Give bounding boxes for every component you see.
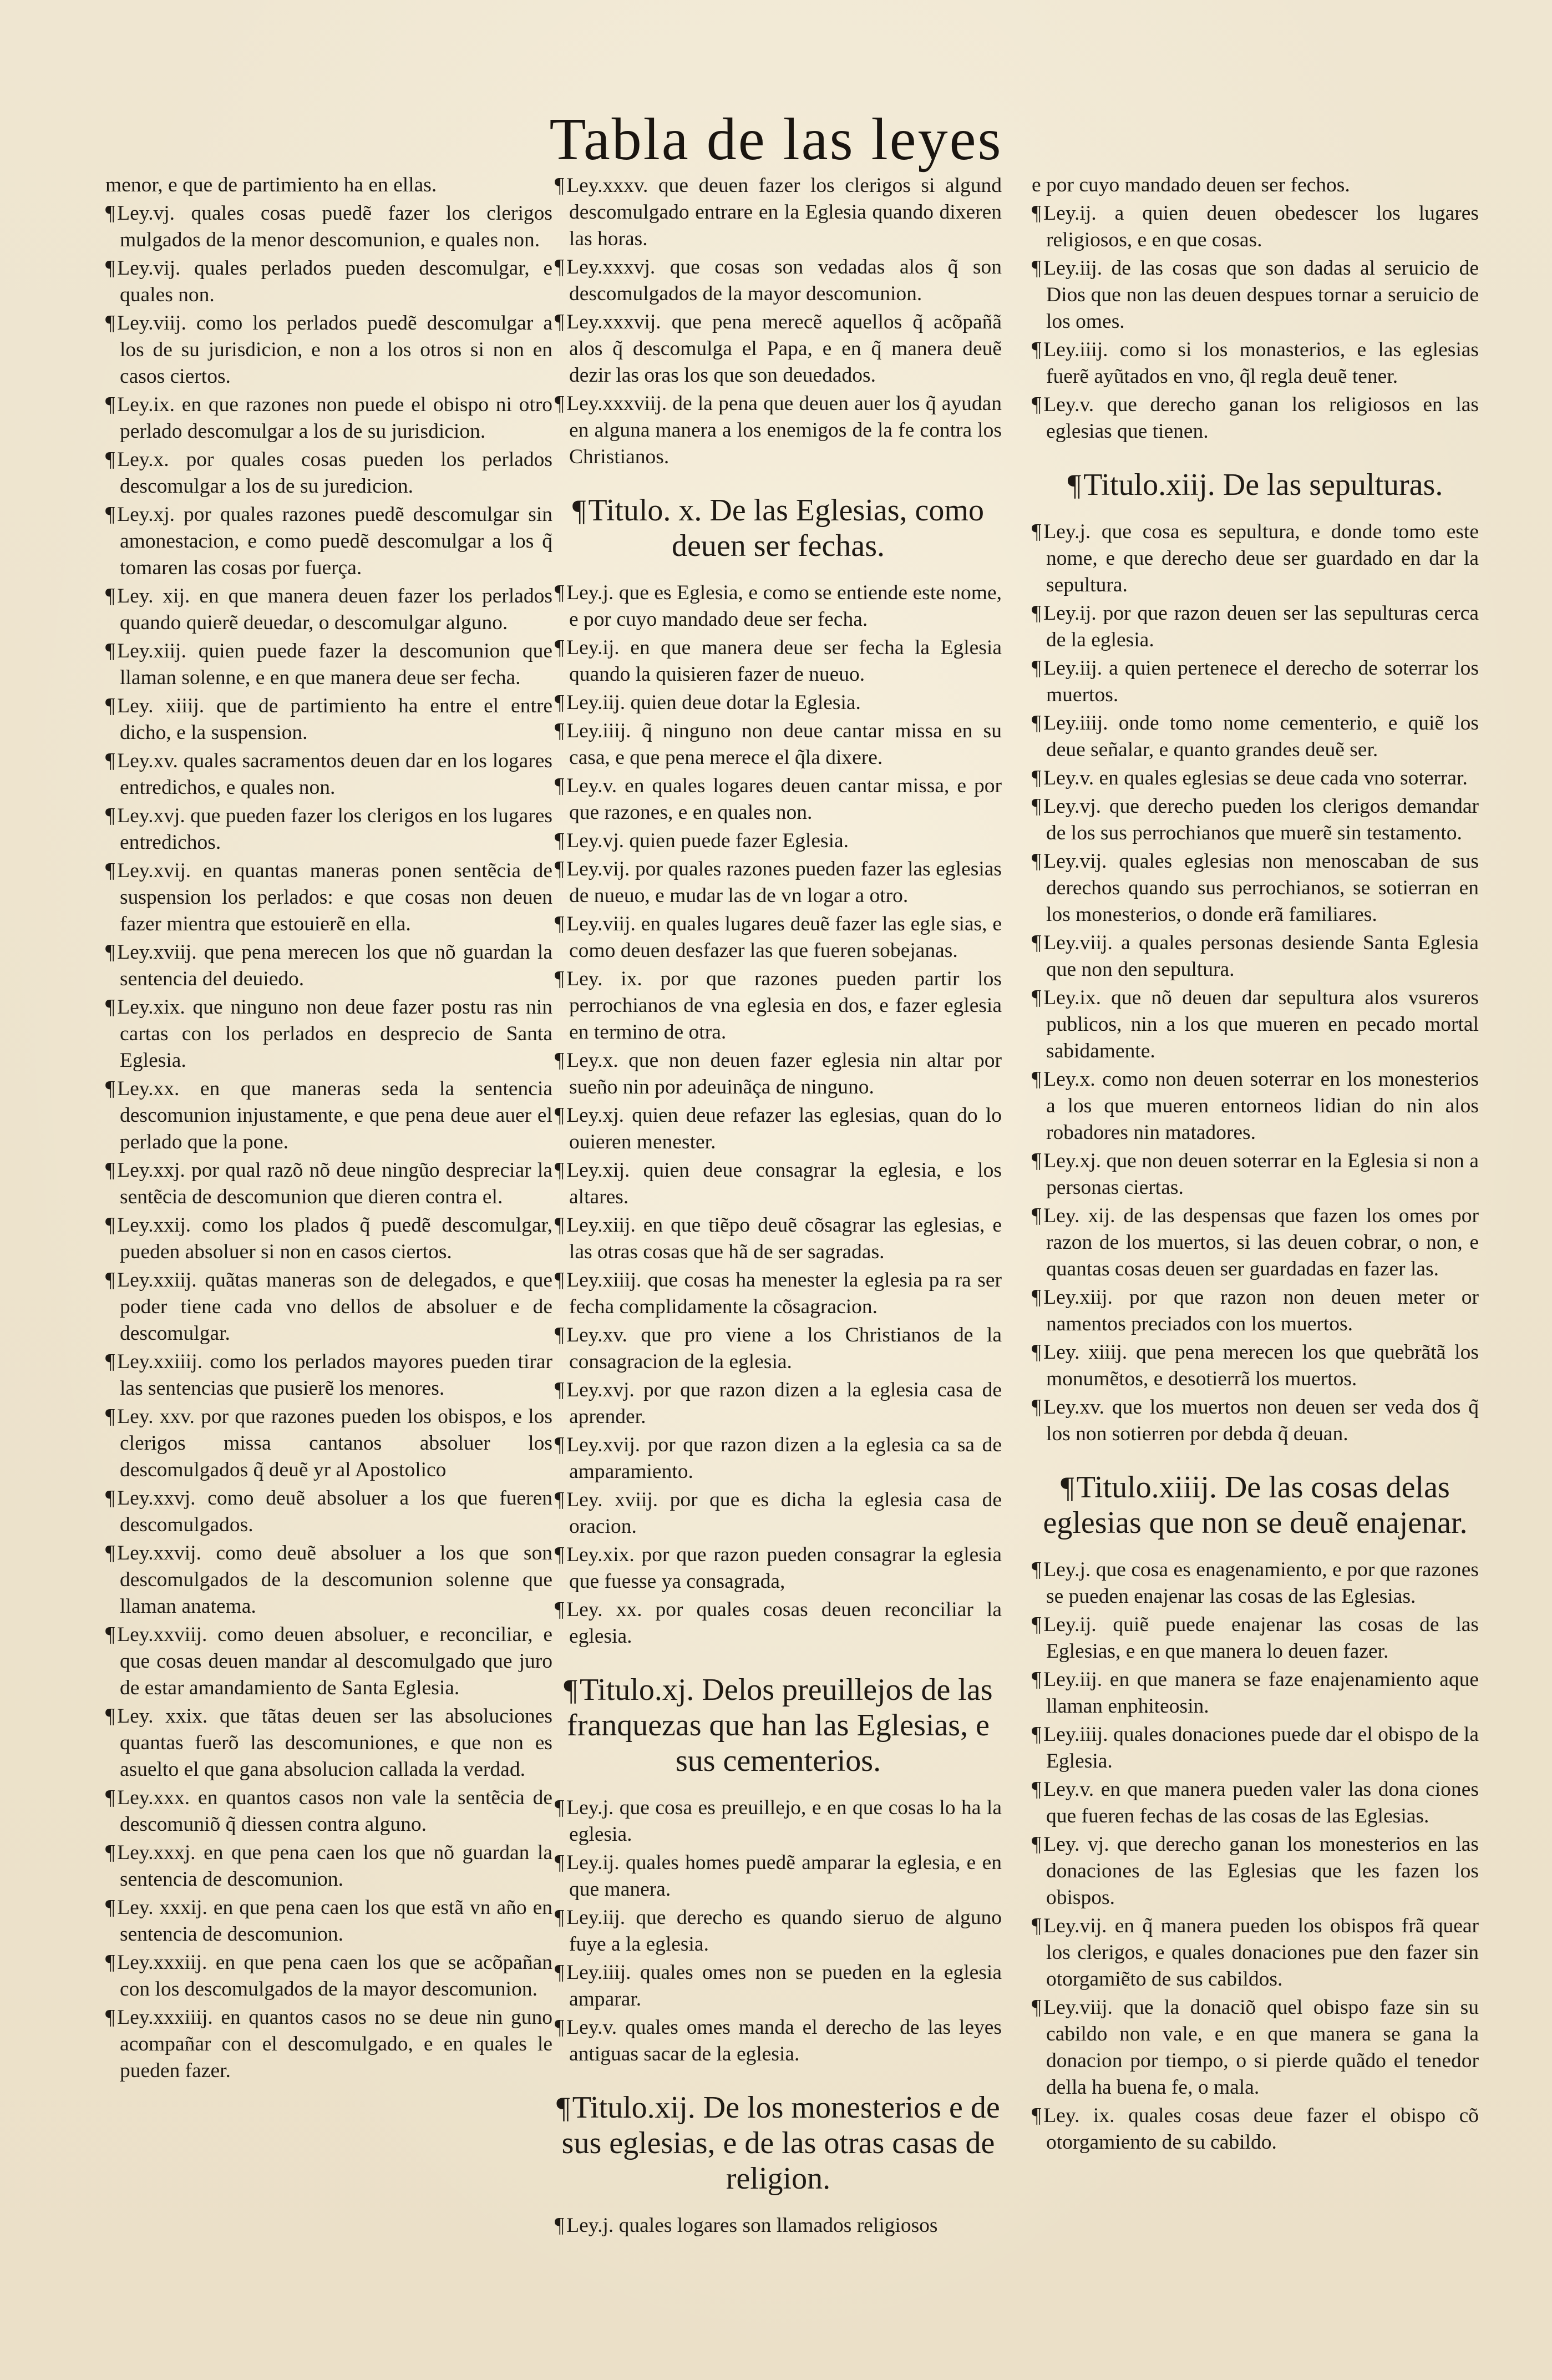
entry-text: Ley.vij. quales perlados pueden descomulgar, e quales non.	[117, 257, 552, 306]
pilcrow-icon: ¶	[1032, 201, 1042, 225]
pilcrow-icon: ¶	[1032, 1067, 1042, 1091]
pilcrow-icon: ¶	[1032, 1778, 1042, 1801]
pilcrow-icon: ¶	[1032, 766, 1042, 789]
law-entry	[1032, 600, 1479, 654]
entry-text: Ley.x. por quales cosas pueden los perlados descomulgar a los de su juredicion.	[117, 448, 552, 498]
pilcrow-icon: ¶	[105, 1213, 115, 1237]
entry-text: Ley.v. en que manera pueden valer las dona ciones que fueren fechas de las cosas de las Eglesias.	[1043, 1778, 1479, 1827]
pilcrow-icon: ¶	[555, 1268, 565, 1292]
entry-text: Ley.vij. por quales razones pueden fazer las eglesias de nueuo, e mudar las de vn logar a otro.	[566, 858, 1002, 907]
entry-text: Ley.xv. que pro viene a los Christianos de la consagracion de la eglesia.	[566, 1324, 1002, 1373]
pilcrow-icon: ¶	[1032, 601, 1042, 625]
law-entry	[555, 2212, 1002, 2239]
law-entry	[105, 1949, 552, 2003]
law-entry	[555, 308, 1002, 389]
law-entry	[555, 579, 1002, 633]
law-entry	[105, 1157, 552, 1211]
pilcrow-icon: ¶	[555, 691, 565, 714]
pilcrow-icon: ¶	[1032, 1340, 1042, 1364]
law-entry	[1032, 1147, 1479, 1201]
law-entry	[1032, 1066, 1479, 1146]
law-entry	[555, 1267, 1002, 1320]
pilcrow-icon: ¶	[555, 1543, 565, 1566]
law-entry	[1032, 1556, 1479, 1610]
entry-text: Ley.xxvj. como deuẽ absoluer a los que fueren descomulgados.	[117, 1487, 552, 1536]
law-entry	[105, 255, 552, 308]
entry-text: Ley.viij. en quales lugares deuẽ fazer las egle sias, e como deuen desfazer las que fueren sobejanas.	[566, 913, 1002, 962]
entry-text: Ley.ix. que nõ deuen dar sepultura alos vsureros publicos, nin a los que mueren en pecado mortal sabidamente.	[1043, 986, 1479, 1062]
pilcrow-icon: ¶	[1032, 711, 1042, 735]
entry-text: e por cuyo mandado deuen ser fechos.	[1032, 174, 1350, 196]
pilcrow-icon: ¶	[555, 1433, 565, 1456]
law-entry	[1032, 848, 1479, 928]
pilcrow-icon: ¶	[1032, 656, 1042, 680]
pilcrow-icon: ¶	[555, 1961, 565, 1984]
entry-text: Ley.xxj. por qual razõ nõ deue ningũo despreciar la sentẽcia de descomunion que dieren contra el.	[117, 1159, 552, 1208]
law-entry	[1032, 1611, 1479, 1665]
pilcrow-icon: ¶	[555, 1158, 565, 1182]
pilcrow-icon: ¶	[105, 1158, 115, 1182]
pilcrow-icon: ¶	[105, 311, 115, 335]
entry-text: Ley.xix. que ninguno non deue fazer postu ras nin cartas con los perlados en desprecio de Santa Eglesia.	[117, 996, 552, 1072]
pilcrow-icon: ¶	[555, 581, 565, 604]
pilcrow-icon: ¶	[105, 1951, 115, 1974]
pilcrow-icon: ¶	[105, 804, 115, 827]
entry-text: Ley.xxiiij. como los perlados mayores pueden tirar las sentencias que pusierẽ los menores.	[117, 1350, 552, 1400]
pilcrow-icon: ¶	[105, 503, 115, 526]
entry-text: Ley.j. que cosa es enagenamiento, e por que razones se pueden enajenar las cosas de las Eglesias.	[1043, 1558, 1479, 1608]
law-entry	[105, 857, 552, 938]
pilcrow-icon: ¶	[555, 1796, 565, 1819]
law-entry	[555, 717, 1002, 771]
pilcrow-icon: ¶	[1032, 849, 1042, 873]
law-entry	[555, 1431, 1002, 1485]
pilcrow-icon: ¶	[555, 719, 565, 742]
section-heading	[1032, 1470, 1479, 1541]
law-entry	[1032, 1776, 1479, 1830]
law-entry	[105, 1540, 552, 1620]
law-entry	[105, 1348, 552, 1402]
law-entry	[1032, 1339, 1479, 1392]
law-entry	[555, 2014, 1002, 2068]
entry-text: Ley.ij. por que razon deuen ser las sepulturas cerca de la eglesia.	[1043, 602, 1479, 651]
pilcrow-icon: ¶	[105, 749, 115, 772]
law-entry	[1032, 1284, 1479, 1338]
pilcrow-icon: ¶	[105, 584, 115, 607]
entry-text: Ley. xxv. por que razones pueden los obispos, e los clerigos missa cantanos absoluer los descomulgados q̃ deuẽ yr al Apostolico	[117, 1405, 552, 1481]
pilcrow-icon: ¶	[555, 310, 565, 333]
law-entry	[1032, 710, 1479, 763]
law-entry	[105, 1894, 552, 1948]
pilcrow-icon: ¶	[105, 201, 115, 225]
pilcrow-icon: ¶	[1061, 1471, 1074, 1504]
section-heading	[555, 2090, 1002, 2196]
entry-text: Ley.xxx. en quantos casos non vale la sentẽcia de descomuniõ q̃ diessen contra alguno.	[117, 1786, 552, 1836]
heading-text: Titulo.xij. De los monesterios e de sus eglesias, e de las otras casas de religion.	[561, 2090, 1000, 2196]
entry-text: Ley.j. que cosa es sepultura, e donde tomo este nome, e que derecho deue ser guardado en dar la sepultura.	[1043, 520, 1479, 596]
law-entry	[1032, 1831, 1479, 1911]
entry-text: Ley.xj. por quales razones puedẽ descomulgar sin amonestacion, e como puedẽ descomulgar a los q̃ tomaren las cosas por fuerça.	[117, 503, 552, 579]
pilcrow-icon: ¶	[1067, 468, 1082, 502]
entry-text: Ley. vj. que derecho ganan los monesterios en las donaciones de las Eglesias que les fazen los obispos.	[1043, 1833, 1479, 1909]
pilcrow-icon: ¶	[555, 829, 565, 852]
law-entry	[555, 1047, 1002, 1101]
pilcrow-icon: ¶	[1032, 1723, 1042, 1746]
pilcrow-icon: ¶	[1032, 1149, 1042, 1172]
pilcrow-icon: ¶	[105, 859, 115, 882]
entry-text: Ley.xiiij. que cosas ha menester la eglesia pa ra ser fecha complidamente la cõsagracion.	[566, 1269, 1002, 1318]
pilcrow-icon: ¶	[555, 1378, 565, 1401]
law-entry	[105, 802, 552, 856]
pilcrow-icon: ¶	[555, 967, 565, 990]
pilcrow-icon: ¶	[555, 1049, 565, 1072]
law-entry	[105, 1485, 552, 1538]
entry-text: Ley.ij. a quien deuen obedescer los lugares religiosos, e en que cosas.	[1043, 202, 1479, 251]
pilcrow-icon: ¶	[555, 912, 565, 935]
heading-text: Titulo. x. De las Eglesias, como deuen ser fechas.	[588, 493, 984, 563]
entry-text: Ley.iiij. quales omes non se pueden en la eglesia amparar.	[566, 1961, 1002, 2011]
pilcrow-icon: ¶	[105, 2006, 115, 2029]
pilcrow-icon: ¶	[1032, 1914, 1042, 1937]
pilcrow-icon: ¶	[555, 2214, 565, 2237]
law-entry	[1032, 1994, 1479, 2101]
law-entry	[555, 634, 1002, 688]
law-entry	[105, 1839, 552, 1893]
entry-text: Ley. xxxij. en que pena caen los que estã vn año en sentencia de descomunion.	[117, 1896, 552, 1946]
entry-text: Ley.iij. que derecho es quando sieruo de alguno fuye a la eglesia.	[566, 1906, 1002, 1956]
pilcrow-icon: ¶	[105, 1405, 115, 1428]
entry-text: Ley. xxix. que tãtas deuen ser las absoluciones quantas fuerõ las descomuniones, e que non es asuelto el que gana absolucion callada la verdad.	[117, 1705, 552, 1781]
law-entry	[105, 692, 552, 746]
law-entry	[105, 583, 552, 636]
heading-text: Titulo.xiiij. De las cosas delas eglesias que non se deuẽ enajenar.	[1043, 1470, 1468, 1540]
section-heading	[555, 1672, 1002, 1779]
entry-text: Ley.j. que cosa es preuillejo, e en que cosas lo ha la eglesia.	[566, 1796, 1002, 1846]
pilcrow-icon: ¶	[555, 636, 565, 659]
entry-text: Ley.xxxv. que deuen fazer los clerigos si algund descomulgado entrare en la Eglesia quando dixeren las horas.	[566, 174, 1002, 250]
law-entry	[105, 1403, 552, 1483]
pilcrow-icon: ¶	[105, 393, 115, 416]
entry-text: Ley.xiij. quien puede fazer la descomunion que llaman solenne, e en que manera deue ser fecha.	[117, 640, 552, 689]
entry-text: Ley.xx. en que maneras seda la sentencia descomunion injustamente, e que pena deue auer el perlado que la pone.	[117, 1077, 552, 1153]
pilcrow-icon: ¶	[555, 1598, 565, 1621]
law-entry	[555, 1959, 1002, 2013]
entry-text: Ley. xiiij. que de partimiento ha entre el entre dicho, e la suspension.	[117, 695, 552, 744]
pilcrow-icon: ¶	[1032, 1613, 1042, 1636]
entry-text: Ley.x. como non deuen soterrar en los monesterios a los que mueren entorneos lidian do nin alos robadores nin matadores.	[1043, 1068, 1479, 1144]
law-entry	[1032, 793, 1479, 847]
law-entry	[555, 827, 1002, 854]
law-entry	[555, 1904, 1002, 1958]
entry-text: Ley. ix. por que razones pueden partir los perrochianos de vna eglesia en dos, e fazer eglesia en termino de otra.	[566, 968, 1002, 1044]
entry-text: Ley.xij. quien deue consagrar la eglesia, e los altares.	[566, 1159, 1002, 1208]
law-entry	[105, 994, 552, 1074]
entry-text: Ley.iiij. q̃ ninguno non deue cantar missa en su casa, e que pena merece el q̃la dixere.	[566, 720, 1002, 769]
heading-text: Titulo.xiij. De las sepulturas.	[1083, 468, 1443, 502]
pilcrow-icon: ¶	[555, 392, 565, 415]
entry-text: Ley. xx. por quales cosas deuen reconciliar la eglesia.	[566, 1598, 1002, 1648]
entry-text: Ley.iij. a quien pertenece el derecho de soterrar los muertos.	[1043, 657, 1479, 706]
law-entry	[555, 1794, 1002, 1848]
entry-text: Ley.xv. quales sacramentos deuen dar en los logares entredichos, e quales non.	[117, 750, 552, 799]
pilcrow-icon: ¶	[555, 1488, 565, 1511]
pilcrow-icon: ¶	[564, 1673, 577, 1706]
pilcrow-icon: ¶	[1032, 338, 1042, 361]
law-entry	[555, 965, 1002, 1046]
law-entry	[105, 747, 552, 801]
pilcrow-icon: ¶	[105, 1704, 115, 1728]
pilcrow-icon: ¶	[105, 1541, 115, 1564]
entry-text: Ley.xvij. en quantas maneras ponen sentẽcia de suspension los perlados: e que cosas non deuen fazer mientra que estouierẽ en ella.	[117, 859, 552, 935]
entry-text: Ley.xv. que los muertos non deuen ser veda dos q̃ los non sotierren por debda q̃ deuan.	[1043, 1396, 1479, 1445]
law-entry	[1032, 929, 1479, 983]
entry-text: Ley.vj. que derecho pueden los clerigos demandar de los sus perrochianos que muerẽ sin testamento.	[1043, 795, 1479, 844]
heading-text: Titulo.xj. Delos preuillejos de las franquezas que han las Eglesias, e sus cementerios.	[567, 1673, 993, 1778]
entry-text: Ley.xvj. por que razon dizen a la eglesia casa de aprender.	[566, 1379, 1002, 1428]
entry-text: Ley.xj. quien deue refazer las eglesias, quan do lo ouieren menester.	[566, 1104, 1002, 1153]
pilcrow-icon: ¶	[1032, 794, 1042, 818]
law-entry	[105, 939, 552, 992]
section-heading	[1032, 467, 1479, 503]
law-entry	[555, 1321, 1002, 1375]
pilcrow-icon: ¶	[555, 174, 565, 197]
law-entry	[555, 772, 1002, 826]
entry-text: Ley. ix. quales cosas deue fazer el obispo cõ otorgamiento de su cabildo.	[1043, 2104, 1479, 2154]
law-entry	[1032, 1394, 1479, 1447]
pilcrow-icon: ¶	[555, 1906, 565, 1929]
entry-text: Ley.xviij. que pena merecen los que nõ guardan la sentencia del deuiedo.	[117, 941, 552, 990]
law-entry	[105, 1784, 552, 1838]
law-entry	[555, 1376, 1002, 1430]
law-entry	[105, 637, 552, 691]
entry-text: Ley.iiij. quales donaciones puede dar el obispo de la Eglesia.	[1043, 1723, 1479, 1773]
law-entry	[555, 1212, 1002, 1265]
pilcrow-icon: ¶	[555, 774, 565, 797]
entry-text: Ley.xj. que non deuen soterrar en la Eglesia si non a personas ciertas.	[1043, 1150, 1479, 1199]
entry-text: Ley.v. en quales eglesias se deue cada vno soterrar.	[1043, 767, 1468, 789]
entry-text: Ley.j. quales logares son llamados religiosos	[566, 2214, 938, 2237]
entry-text: menor, e que de partimiento ha en ellas.	[105, 174, 437, 196]
law-entry	[105, 200, 552, 254]
entry-text: Ley.xxiij. quãtas maneras son de delegados, e que poder tiene cada vno dellos de absoluer e de descomulgar.	[117, 1269, 552, 1345]
entry-text: Ley. xviij. por que es dicha la eglesia casa de oracion.	[566, 1488, 1002, 1538]
law-entry	[105, 310, 552, 390]
entry-text: Ley.v. que derecho ganan los religiosos en las eglesias que tienen.	[1043, 393, 1479, 443]
pilcrow-icon: ¶	[572, 494, 586, 527]
pilcrow-icon: ¶	[105, 940, 115, 964]
law-entry	[1032, 391, 1479, 445]
law-entry	[105, 391, 552, 445]
entry-text: Ley.xvj. que pueden fazer los clerigos en los lugares entredichos.	[117, 804, 552, 854]
pilcrow-icon: ¶	[105, 995, 115, 1019]
pilcrow-icon: ¶	[1032, 986, 1042, 1009]
entry-text: Ley.iij. en que manera se faze enajenamiento aque llaman enphiteosin.	[1043, 1668, 1479, 1718]
law-entry	[1032, 1202, 1479, 1283]
entry-text: Ley.iij. quien deue dotar la Eglesia.	[566, 691, 861, 714]
law-entry	[1032, 764, 1479, 792]
pilcrow-icon: ¶	[556, 2091, 570, 2124]
law-entry	[1032, 518, 1479, 599]
entry-text: Ley.ij. quiẽ puede enajenar las cosas de las Eglesias, e en que manera lo deuen fazer.	[1043, 1613, 1479, 1663]
law-entry	[105, 446, 552, 500]
page-title: Tabla de las leyes	[549, 107, 1003, 173]
entry-text: Ley.iiij. como si los monasterios, e las eglesias fuerẽ ayũtados en vno, q̃l regla deuẽ tener.	[1043, 338, 1479, 388]
entry-text: Ley.xxxviij. de la pena que deuen auer los q̃ ayudan en alguna manera a los enemigos de la fe contra los Christianos.	[566, 392, 1002, 468]
law-entry	[1032, 336, 1479, 390]
law-entry	[555, 910, 1002, 964]
entry-text: Ley. xiiij. que pena merecen los que quebrãtã los monumẽtos, e desotierrã los muertos.	[1043, 1341, 1479, 1390]
pilcrow-icon: ¶	[1032, 1285, 1042, 1309]
pilcrow-icon: ¶	[555, 1323, 565, 1346]
pilcrow-icon: ¶	[105, 1268, 115, 1292]
entry-text: Ley. xij. de las despensas que fazen los omes por razon de los muertos, si las deuen cobrar, o non, e quantas cosas deuen ser guardadas en fazer las.	[1043, 1204, 1479, 1280]
entry-text: Ley.xiij. en que tiẽpo deuẽ cõsagrar las eglesias, e las otras cosas que hã de ser sagradas.	[566, 1214, 1002, 1263]
law-entry	[1032, 984, 1479, 1065]
law-entry	[555, 254, 1002, 307]
entry-text: Ley.iij. de las cosas que son dadas al seruicio de Dios que non las deuen despues tornar a seruicio de los omes.	[1043, 257, 1479, 333]
pilcrow-icon: ¶	[1032, 1832, 1042, 1856]
column-middle	[555, 172, 1002, 2358]
law-entry	[555, 1596, 1002, 1650]
law-entry	[105, 1703, 552, 1783]
entry-text: Ley.xvij. por que razon dizen a la eglesia ca sa de amparamiento.	[566, 1434, 1002, 1483]
entry-text: Ley.xiij. por que razon non deuen meter or namentos preciados con los muertos.	[1043, 1286, 1479, 1335]
entry-text: Ley.viij. que la donaciõ quel obispo faze sin su cabildo non vale, e en que manera se gana la donacion por tiempo, o si pierde quãdo el tenedor della ha buena fe, o mala.	[1043, 1996, 1479, 2099]
pilcrow-icon: ¶	[555, 1851, 565, 1874]
pilcrow-icon: ¶	[105, 1786, 115, 1809]
law-entry	[555, 1486, 1002, 1540]
entry-text: Ley.v. en quales logares deuen cantar missa, e por que razones, e en quales non.	[566, 774, 1002, 824]
section-heading	[555, 493, 1002, 564]
entry-text: Ley.ix. en que razones non puede el obispo ni otro perlado descomulgar a los de su jurisdicion.	[117, 393, 552, 443]
entry-text: Ley.xxviij. como deuen absoluer, e reconciliar, e que cosas deuen mandar al descomulgado que juro de estar amandamiento de Santa Eglesia.	[117, 1623, 552, 1699]
law-entry	[1032, 255, 1479, 335]
entry-text: Ley.xxvij. como deuẽ absoluer a los que son descomulgados de la descomunion solenne que llaman anatema.	[117, 1542, 552, 1618]
entry-text: Ley.iiij. onde tomo nome cementerio, e quiẽ los deue señalar, e quanto grandes deuẽ ser.	[1043, 712, 1479, 761]
pilcrow-icon: ¶	[555, 1103, 565, 1127]
entry-text: Ley.vj. quien puede fazer Eglesia.	[566, 829, 849, 852]
entry-text: Ley.ij. quales homes puedẽ amparar la eglesia, e en que manera.	[566, 1851, 1002, 1901]
entry-text: Ley.ij. en que manera deue ser fecha la Eglesia quando la quisieren fazer de nueuo.	[566, 636, 1002, 686]
law-entry	[555, 172, 1002, 252]
law-entry	[1032, 172, 1479, 199]
pilcrow-icon: ¶	[555, 857, 565, 880]
pilcrow-icon: ¶	[1032, 931, 1042, 954]
law-entry	[1032, 1912, 1479, 1993]
entry-text: Ley.xxxiij. en que pena caen los que se acõpañan con los descomulgados de la mayor descomunion.	[117, 1951, 552, 2001]
law-entry	[555, 855, 1002, 909]
pilcrow-icon: ¶	[1032, 393, 1042, 416]
pilcrow-icon: ¶	[1032, 1204, 1042, 1227]
pilcrow-icon: ¶	[1032, 256, 1042, 280]
column-left	[105, 172, 552, 2358]
pilcrow-icon: ¶	[105, 694, 115, 717]
entry-text: Ley.xxij. como los plados q̃ puedẽ descomulgar, pueden absoluer si non en casos ciertos.	[117, 1214, 552, 1263]
pilcrow-icon: ¶	[105, 256, 115, 280]
entry-text: Ley.vij. en q̃ manera pueden los obispos frã quear los clerigos, e quales donaciones pue den fazer sin otorgamiẽto de sus cabildos.	[1043, 1915, 1479, 1991]
pilcrow-icon: ¶	[105, 1350, 115, 1373]
pilcrow-icon: ¶	[555, 1213, 565, 1237]
law-entry	[105, 1075, 552, 1156]
law-entry	[1032, 200, 1479, 254]
pilcrow-icon: ¶	[105, 1896, 115, 1919]
law-entry	[105, 2004, 552, 2084]
law-entry	[555, 390, 1002, 470]
law-entry	[105, 172, 552, 199]
pilcrow-icon: ¶	[555, 2016, 565, 2039]
entry-text: Ley.xix. por que razon pueden consagrar la eglesia que fuesse ya consagrada,	[566, 1543, 1002, 1593]
pilcrow-icon: ¶	[105, 639, 115, 662]
law-entry	[555, 1157, 1002, 1211]
entry-text: Ley.xxxj. en que pena caen los que nõ guardan la sentencia de descomunion.	[117, 1841, 552, 1891]
law-entry	[105, 1621, 552, 1702]
entry-text: Ley.viij. como los perlados puedẽ descomulgar a los de su jurisdicion, e non a los otros si non en casos ciertos.	[117, 312, 552, 388]
pilcrow-icon: ¶	[555, 255, 565, 278]
law-entry	[105, 1212, 552, 1265]
pilcrow-icon: ¶	[105, 1486, 115, 1510]
pilcrow-icon: ¶	[1032, 1996, 1042, 2019]
pilcrow-icon: ¶	[105, 1623, 115, 1646]
pilcrow-icon: ¶	[1032, 520, 1042, 543]
law-entry	[555, 1102, 1002, 1156]
law-entry	[1032, 2102, 1479, 2156]
pilcrow-icon: ¶	[105, 1077, 115, 1100]
entry-text: Ley.x. que non deuen fazer eglesia nin altar por sueño nin por adeuinãça de ninguno.	[566, 1049, 1002, 1098]
pilcrow-icon: ¶	[1032, 1668, 1042, 1691]
entry-text: Ley.j. que es Eglesia, e como se entiende este nome, e por cuyo mandado deue ser fecha.	[566, 581, 1002, 631]
entry-text: Ley.v. quales omes manda el derecho de las leyes antiguas sacar de la eglesia.	[566, 2016, 1002, 2065]
pilcrow-icon: ¶	[1032, 2104, 1042, 2127]
entry-text: Ley.xxxiiij. en quantos casos no se deue nin guno acompañar con el descomulgado, e en quales le pueden fazer.	[117, 2006, 552, 2082]
law-entry	[1032, 1721, 1479, 1775]
law-entry	[555, 689, 1002, 716]
entry-text: Ley.vj. quales cosas puedẽ fazer los clerigos mulgados de la menor descomunion, e quales non.	[117, 202, 552, 251]
law-entry	[1032, 655, 1479, 708]
law-entry	[1032, 1666, 1479, 1720]
pilcrow-icon: ¶	[1032, 1395, 1042, 1419]
pilcrow-icon: ¶	[105, 1841, 115, 1864]
law-entry	[555, 1541, 1002, 1595]
pilcrow-icon: ¶	[105, 448, 115, 471]
entry-text: Ley.viij. a quales personas desiende Santa Eglesia que non den sepultura.	[1043, 931, 1479, 981]
entry-text: Ley.vij. quales eglesias non menoscaban de sus derechos quando sus perrochianos, se sotierran en los monesterios, o donde erã familiares.	[1043, 850, 1479, 926]
entry-text: Ley. xij. en que manera deuen fazer los perlados quando quierẽ deuedar, o descomulgar alguno.	[117, 585, 552, 634]
law-entry	[105, 501, 552, 581]
entry-text: Ley.xxxvij. que pena merecẽ aquellos q̃ acõpañã alos q̃ descomulga el Papa, e en q̃ manera deuẽ dezir las oras los que son deuedados.	[566, 311, 1002, 387]
column-right	[1032, 172, 1479, 2358]
pilcrow-icon: ¶	[1032, 1558, 1042, 1581]
entry-text: Ley.xxxvj. que cosas son vedadas alos q̃ son descomulgados de la mayor descomunion.	[566, 256, 1002, 305]
law-entry	[105, 1267, 552, 1347]
law-entry	[555, 1849, 1002, 1903]
